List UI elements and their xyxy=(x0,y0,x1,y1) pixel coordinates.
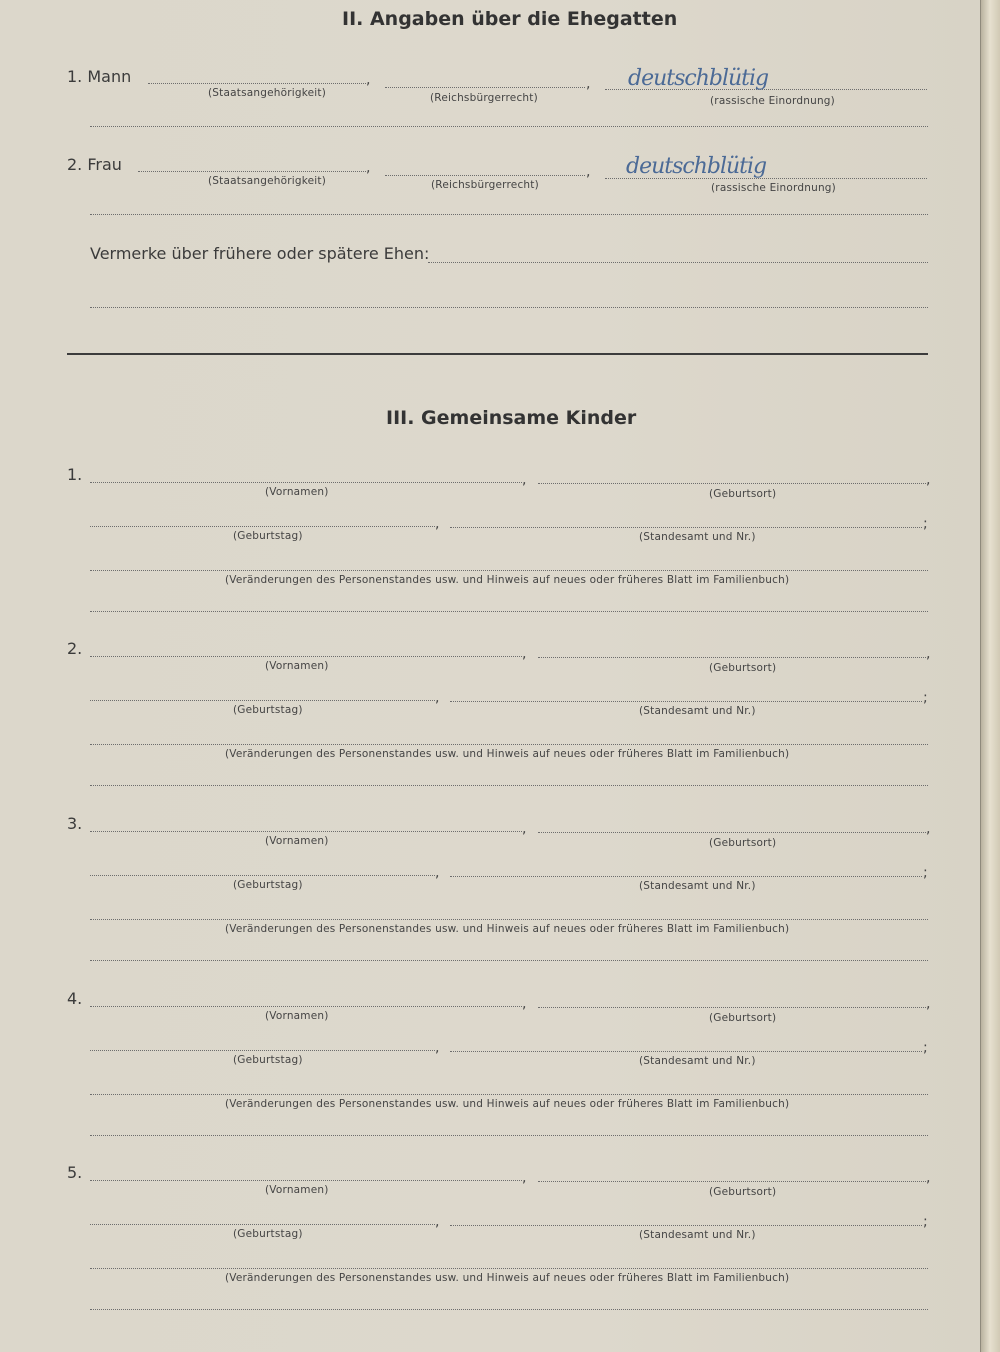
comma: , xyxy=(586,164,591,180)
comma: , xyxy=(926,1170,931,1186)
child-geburtstag-line[interactable] xyxy=(90,1224,435,1225)
mann-rasse-caption: (rassische Einordnung) xyxy=(710,95,835,107)
child-geburtstag-line[interactable] xyxy=(90,526,435,527)
semicolon: ; xyxy=(923,690,928,706)
semicolon: ; xyxy=(923,1214,928,1230)
child-geburtsort-line[interactable] xyxy=(538,832,926,833)
comma: , xyxy=(435,1040,440,1056)
child-geburtsort-line[interactable] xyxy=(538,483,926,484)
child-extra-line[interactable] xyxy=(90,1309,928,1310)
comma: , xyxy=(522,996,527,1012)
child-vornamen-caption: (Vornamen) xyxy=(265,835,329,847)
frau-reich-caption: (Reichsbürgerrecht) xyxy=(431,179,539,191)
mann-reich-caption: (Reichsbürgerrecht) xyxy=(430,92,538,104)
mann-handwritten-entry: deutschblütig xyxy=(628,66,769,91)
child-geburtstag-caption: (Geburtstag) xyxy=(233,704,303,716)
book-binding xyxy=(980,0,1000,1352)
child-vornamen-caption: (Vornamen) xyxy=(265,1010,329,1022)
child-standesamt-caption: (Standesamt und Nr.) xyxy=(639,880,756,892)
comma: , xyxy=(926,472,931,488)
section-2-heading: II. Angaben über die Ehegatten xyxy=(342,8,678,30)
comma: , xyxy=(926,996,931,1012)
vermerke-line-1[interactable] xyxy=(428,262,928,263)
child-veraenderungen-caption: (Veränderungen des Personenstandes usw. und Hinweis auf neues oder früheres Blatt im Familienbuch) xyxy=(225,923,790,935)
child-veraenderungen-caption: (Veränderungen des Personenstandes usw. und Hinweis auf neues oder früheres Blatt im Familienbuch) xyxy=(225,1098,790,1110)
frau-handwritten-entry: deutschblütig xyxy=(626,154,767,179)
frau-rasse-caption: (rassische Einordnung) xyxy=(711,182,836,194)
child-veraenderungen-caption: (Veränderungen des Personenstandes usw. und Hinweis auf neues oder früheres Blatt im Familienbuch) xyxy=(225,1272,790,1284)
mann-reich-line[interactable] xyxy=(385,87,585,88)
comma: , xyxy=(522,1170,527,1186)
child-standesamt-caption: (Standesamt und Nr.) xyxy=(639,705,756,717)
section-3-heading: III. Gemeinsame Kinder xyxy=(386,407,637,429)
child-vornamen-caption: (Vornamen) xyxy=(265,660,329,672)
child-veraenderungen-line[interactable] xyxy=(90,1268,928,1269)
child-number: 1. xyxy=(67,465,83,484)
child-veraenderungen-line[interactable] xyxy=(90,919,928,920)
child-extra-line[interactable] xyxy=(90,611,928,612)
child-geburtstag-caption: (Geburtstag) xyxy=(233,530,303,542)
comma: , xyxy=(522,646,527,662)
child-standesamt-caption: (Standesamt und Nr.) xyxy=(639,1229,756,1241)
child-vornamen-line[interactable] xyxy=(90,831,522,832)
child-veraenderungen-line[interactable] xyxy=(90,1094,928,1095)
child-vornamen-line[interactable] xyxy=(90,1006,522,1007)
child-extra-line[interactable] xyxy=(90,1135,928,1136)
child-geburtstag-line[interactable] xyxy=(90,875,435,876)
child-geburtsort-caption: (Geburtsort) xyxy=(709,488,777,500)
child-vornamen-line[interactable] xyxy=(90,656,522,657)
child-veraenderungen-line[interactable] xyxy=(90,570,928,571)
child-geburtsort-caption: (Geburtsort) xyxy=(709,1012,777,1024)
comma: , xyxy=(926,821,931,837)
child-geburtsort-caption: (Geburtsort) xyxy=(709,837,777,849)
child-geburtstag-caption: (Geburtstag) xyxy=(233,1228,303,1240)
comma: , xyxy=(435,1214,440,1230)
child-number: 3. xyxy=(67,814,83,833)
child-extra-line[interactable] xyxy=(90,960,928,961)
child-geburtsort-caption: (Geburtsort) xyxy=(709,662,777,674)
child-veraenderungen-caption: (Veränderungen des Personenstandes usw. und Hinweis auf neues oder früheres Blatt im Familienbuch) xyxy=(225,748,790,760)
child-standesamt-line[interactable] xyxy=(450,527,922,528)
child-geburtstag-line[interactable] xyxy=(90,1050,435,1051)
frau-staat-line[interactable] xyxy=(138,171,366,172)
child-geburtstag-caption: (Geburtstag) xyxy=(233,1054,303,1066)
vermerke-label: Vermerke über frühere oder spätere Ehen: xyxy=(90,244,430,263)
child-vornamen-line[interactable] xyxy=(90,1180,522,1181)
child-geburtsort-caption: (Geburtsort) xyxy=(709,1186,777,1198)
child-vornamen-caption: (Vornamen) xyxy=(265,1184,329,1196)
child-standesamt-line[interactable] xyxy=(450,1051,922,1052)
child-standesamt-line[interactable] xyxy=(450,701,922,702)
frau-staat-caption: (Staatsangehörigkeit) xyxy=(208,175,327,187)
comma: , xyxy=(435,516,440,532)
frau-extra-line[interactable] xyxy=(90,214,928,215)
child-vornamen-caption: (Vornamen) xyxy=(265,486,329,498)
child-geburtstag-line[interactable] xyxy=(90,700,435,701)
child-geburtsort-line[interactable] xyxy=(538,657,926,658)
child-standesamt-caption: (Standesamt und Nr.) xyxy=(639,1055,756,1067)
semicolon: ; xyxy=(923,1040,928,1056)
child-geburtsort-line[interactable] xyxy=(538,1007,926,1008)
child-veraenderungen-caption: (Veränderungen des Personenstandes usw. und Hinweis auf neues oder früheres Blatt im Familienbuch) xyxy=(225,574,790,586)
comma: , xyxy=(586,76,591,92)
child-standesamt-caption: (Standesamt und Nr.) xyxy=(639,531,756,543)
vermerke-line-2[interactable] xyxy=(90,307,928,308)
comma: , xyxy=(926,646,931,662)
comma: , xyxy=(522,472,527,488)
comma: , xyxy=(522,821,527,837)
child-number: 2. xyxy=(67,639,83,658)
semicolon: ; xyxy=(923,516,928,532)
child-vornamen-line[interactable] xyxy=(90,482,522,483)
child-veraenderungen-line[interactable] xyxy=(90,744,928,745)
child-extra-line[interactable] xyxy=(90,785,928,786)
child-standesamt-line[interactable] xyxy=(450,876,922,877)
comma: , xyxy=(366,160,371,176)
frau-reich-line[interactable] xyxy=(385,175,585,176)
child-geburtstag-caption: (Geburtstag) xyxy=(233,879,303,891)
comma: , xyxy=(435,865,440,881)
comma: , xyxy=(366,72,371,88)
child-standesamt-line[interactable] xyxy=(450,1225,922,1226)
child-geburtsort-line[interactable] xyxy=(538,1181,926,1182)
mann-staat-caption: (Staatsangehörigkeit) xyxy=(208,87,327,99)
child-number: 5. xyxy=(67,1163,83,1182)
child-number: 4. xyxy=(67,989,83,1008)
semicolon: ; xyxy=(923,865,928,881)
mann-extra-line[interactable] xyxy=(90,126,928,127)
frau-label: 2. Frau xyxy=(67,155,122,174)
mann-staat-line[interactable] xyxy=(148,83,366,84)
section-separator xyxy=(67,353,928,355)
mann-label: 1. Mann xyxy=(67,67,132,86)
comma: , xyxy=(435,690,440,706)
